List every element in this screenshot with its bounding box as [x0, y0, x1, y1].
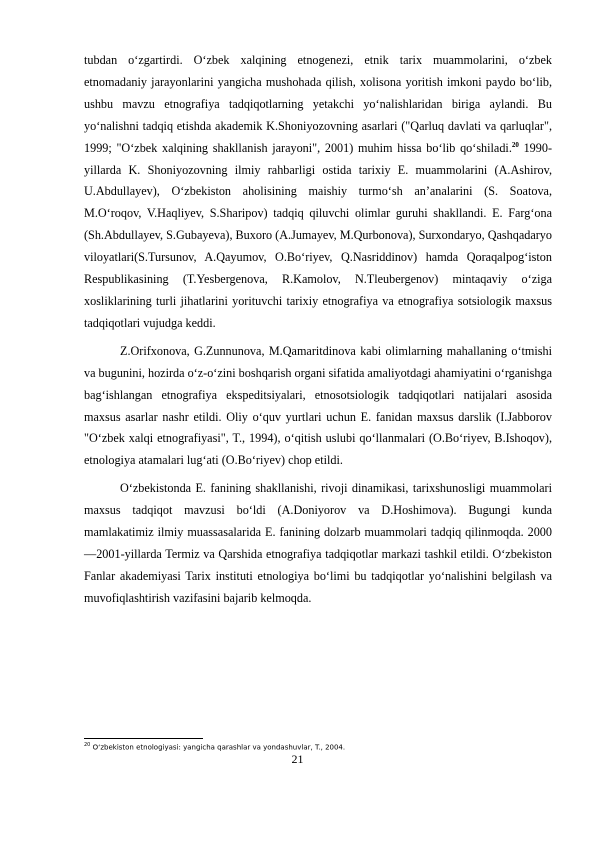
footnote-divider	[84, 738, 203, 739]
footnote	[84, 740, 552, 752]
footnote-text: O‘zbekiston etnologiyasi: yangicha qarashlar va yondashuvlar, T., 2004.	[90, 743, 346, 752]
paragraph-3: O‘zbekistonda E. fanining shakllanishi, rivoji dinamikasi, tarixshunosligi muammolari maxsus tadqiqot mavzusi bo‘ldi (A.Doniyorov va D.Hoshimova). Bugungi kunda mamlakatimiz ilmiy muassasalarida E. fanining dolzarb muammolari tadqiq qilinmoqda. 2000—2001-yillarda Termiz va Qarshida etnografiya tadqiqotlar markazi tashkil etildi. O‘zbekiston Fanlar akademiyasi Tarix instituti etnologiya bo‘limi bu tadqiqotlar yo‘nalishini belgilash va muvofiqlashtirish vazifasini bajarib kelmoqda.	[84, 481, 552, 605]
page-number: 21	[291, 752, 304, 766]
footnote-reference[interactable]: 20	[511, 140, 519, 149]
paragraph-1-text-b: 1990-yillarda K. Shoniyozovning ilmiy rahbarligi ostida tarixiy E. muammolarini (A.Ashirov, U.Abdullayev), O‘zbekiston aholisining maishiy turmo‘sh an’analarini (S. Soatova, M.O‘roqov, V.Haqliyev, S.Sharipov) tadqiq qiluvchi olimlar guruhi shakllandi. E. Farg‘ona (Sh.Abdullayev, S.Gubayeva), Buxoro (A.Jumayev, M.Qurbonova), Surxondaryo, Qashqadaryo viloyatlari(S.Tursunov, A.Qayumov, O.Bo‘riyev, Q.Nasriddinov) hamda Qoraqalpog‘iston Respublikasining (T.Yesbergenova, R.Kamolov, N.Tleubergenov) mintaqaviy o‘ziga xosliklarining turli jihatlarini yorituvchi tarixiy etnografiya va etnografiya sotsiologik maxsus tadqiqotlari vujudga keddi.	[84, 140, 552, 330]
paragraph-1	[84, 50, 552, 335]
page-body	[84, 50, 552, 610]
paragraph-2: Z.Orifxonova, G.Zunnunova, M.Qamaritdinova kabi olimlarning mahallaning o‘tmishi va bugunini, hozirda o‘z-o‘zini boshqarish organi sifatida amaliyotdagi ahamiyatini o‘rganishga bag‘ishlangan etnografiya ekspeditsiyalari, etnosotsiologik tadqiqotlari natijalari asosida maxsus asarlar nashr etildi. Oliy o‘quv yurtlari uchun E. fanidan maxsus darslik (I.Jabborov "O‘zbek xalqi etnografiyasi", T., 1994), o‘qitish uslubi qo‘llanmalari (O.Bo‘riyev, B.Ishoqov), etnologiya atamalari lug‘ati (O.Bo‘riyev) chop etildi.	[84, 343, 552, 468]
paragraph-1-text-a: tubdan o‘zgartirdi. O‘zbek xalqining etnogenezi, etnik tarix muammolarini, o‘zbek etnomadaniy jarayonlarini yangicha mushohada qilish, xolisona yoritish imkoni paydo bo‘lib, ushbu mavzu etnografiya tadqiqotlarning yetakchi yo‘nalishlaridan biriga aylandi. Bu yo‘nalishni tadqiq etishda akademik K.Shoniyozovning asarlari ("Qarluq davlati va qarluqlar", 1999; "O‘zbek xalqining shakllanish jarayoni", 2001) muhim hissa bo‘lib qo‘shiladi.	[84, 53, 552, 155]
footnote-mark: 20	[84, 742, 91, 748]
